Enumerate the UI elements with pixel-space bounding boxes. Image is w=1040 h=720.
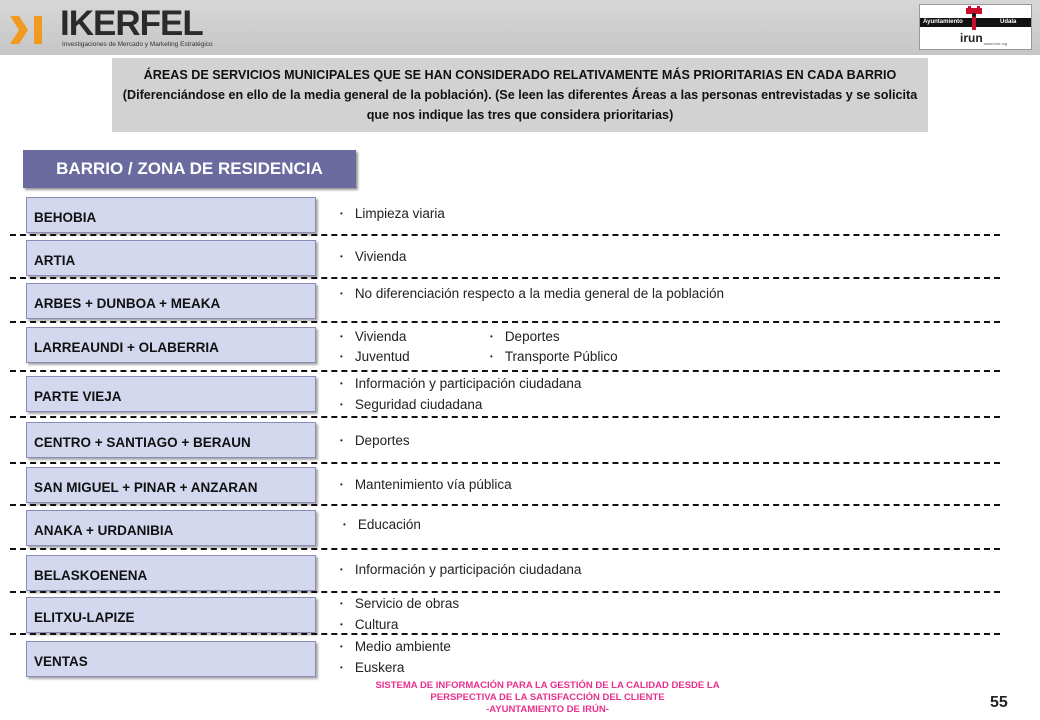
list-item: • Información y participación ciudadana — [340, 376, 582, 391]
row-separator — [10, 277, 1000, 279]
logo-name: IKERFEL — [60, 4, 203, 43]
row-separator — [10, 234, 1000, 236]
row-separator — [10, 416, 1000, 418]
page-number: 55 — [990, 694, 1008, 711]
row-separator — [10, 370, 1000, 372]
footer-line: SISTEMA DE INFORMACIÓN PARA LA GESTIÓN DE LA CALIDAD DESDE LA — [375, 680, 720, 691]
barrio-label: BELASKOENENA — [26, 555, 316, 591]
row-separator — [10, 504, 1000, 506]
barrio-label: LARREAUNDI + OLABERRIA — [26, 327, 316, 363]
irun-name: irun — [960, 31, 983, 45]
barrio-label: ARBES + DUNBOA + MEAKA — [26, 283, 316, 319]
ikerfel-logo-icon — [10, 12, 50, 48]
irun-logo — [919, 4, 1032, 50]
barrio-label: ANAKA + URDANIBIA — [26, 510, 316, 546]
logo-tagline: Investigaciones de Mercado y Marketing Estratégico — [62, 41, 213, 48]
list-item: • Deportes — [340, 433, 410, 448]
barrio-label: ARTIA — [26, 240, 316, 276]
section-title: BARRIO / ZONA DE RESIDENCIA — [23, 150, 356, 188]
list-item: • Seguridad ciudadana — [340, 397, 483, 412]
list-item: • Mantenimiento vía pública — [340, 477, 512, 492]
barrio-label: BEHOBIA — [26, 197, 316, 233]
header-band — [0, 0, 1040, 55]
barrio-label: PARTE VIEJA — [26, 376, 316, 412]
irun-crest-icon — [964, 6, 984, 32]
list-item: • Euskera — [340, 660, 405, 675]
list-item: • Juventud — [340, 349, 410, 364]
footer-line: PERSPECTIVA DE LA SATISFACCIÓN DEL CLIENTE — [430, 692, 665, 703]
list-item: • Medio ambiente — [340, 639, 451, 654]
list-item: • Deportes — [490, 329, 560, 344]
row-separator — [10, 591, 1000, 593]
row-separator — [10, 321, 1000, 323]
irun-url: www.irun.org — [984, 41, 1008, 46]
list-item: • No diferenciación respecto a la media general de la población — [340, 286, 725, 301]
row-separator — [10, 548, 1000, 550]
irun-right-label: Udala — [1000, 19, 1017, 25]
page-title: ÁREAS DE SERVICIOS MUNICIPALES QUE SE HAN CONSIDERADO RELATIVAMENTE MÁS PRIORITARIAS EN CADA BARRIO (Diferenciándose en ello de la media general de la población). (Se leen las diferentes Áreas a las personas entrevistadas y se solicita que nos indique las tres que considera prioritarias) — [112, 58, 928, 132]
row-separator — [10, 633, 1000, 635]
list-item: • Servicio de obras — [340, 596, 460, 611]
list-item: • Limpieza viaria — [340, 206, 445, 221]
barrio-label: VENTAS — [26, 641, 316, 677]
barrio-label: SAN MIGUEL + PINAR + ANZARAN — [26, 467, 316, 503]
row-separator — [10, 462, 1000, 464]
list-item: • Educación — [343, 517, 421, 532]
list-item: • Cultura — [340, 617, 399, 632]
barrio-label: ELITXU-LAPIZE — [26, 597, 316, 633]
list-item: • Vivienda — [340, 329, 407, 344]
footer — [320, 680, 775, 716]
irun-left-label: Ayuntamiento — [923, 19, 963, 25]
barrio-label: CENTRO + SANTIAGO + BERAUN — [26, 422, 316, 458]
footer-line: -AYUNTAMIENTO DE IRÚN- — [486, 704, 609, 715]
list-item: • Transporte Público — [490, 349, 618, 364]
list-item: • Vivienda — [340, 249, 407, 264]
list-item: • Información y participación ciudadana — [340, 562, 582, 577]
